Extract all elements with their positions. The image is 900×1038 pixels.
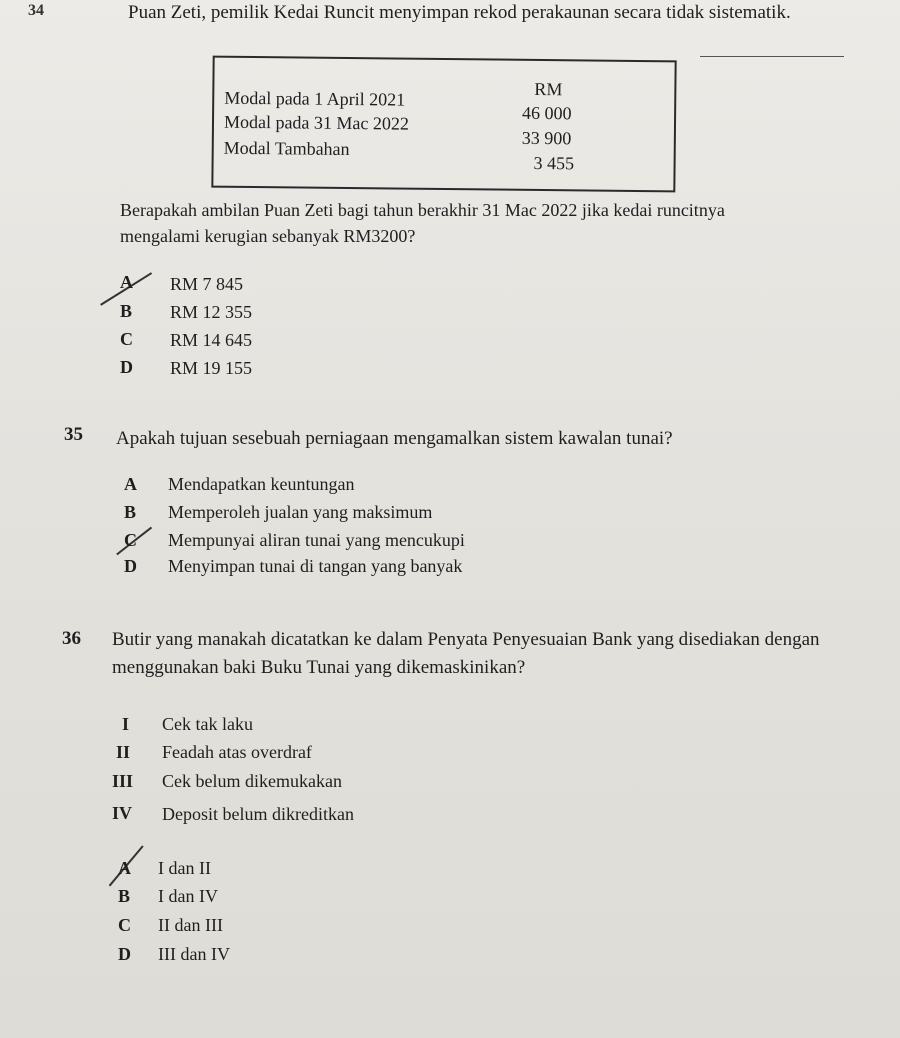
question-34-intro: Puan Zeti, pemilik Kedai Runcit menyimpan rekod perakaunan secara tidak sistematik. bbox=[128, 2, 791, 23]
capital-table bbox=[211, 56, 676, 193]
table-row-label: Modal pada 31 Mac 2022 bbox=[223, 111, 410, 134]
item-numeral: I bbox=[122, 714, 130, 734]
option-letter: D bbox=[120, 357, 133, 377]
table-row-value: 3 455 bbox=[533, 152, 575, 174]
option-letter: B bbox=[120, 301, 133, 321]
currency-header: RM bbox=[534, 78, 563, 100]
option-text: RM 7 845 bbox=[170, 274, 244, 294]
question-35-text: Apakah tujuan sesebuah perniagaan mengamalkan sistem kawalan tunai? bbox=[116, 428, 673, 449]
option-letter: D bbox=[124, 556, 137, 576]
option-letter: A bbox=[120, 272, 133, 292]
option-text: I dan II bbox=[158, 858, 211, 878]
option-letter: B bbox=[118, 886, 131, 906]
question-34-stem-line1: Berapakah ambilan Puan Zeti bagi tahun berakhir 31 Mac 2022 jika kedai runcitnya bbox=[120, 200, 725, 220]
option-text: III dan IV bbox=[158, 944, 230, 964]
option-text: II dan III bbox=[158, 915, 223, 935]
item-numeral: IV bbox=[112, 803, 133, 823]
item-text: Cek belum dikemukakan bbox=[162, 771, 342, 791]
option-text: Menyimpan tunai di tangan yang banyak bbox=[168, 556, 463, 576]
table-row-label: Modal Tambahan bbox=[223, 137, 350, 160]
question-36-number: 36 bbox=[62, 628, 81, 649]
option-letter: C bbox=[124, 530, 137, 550]
table-row-label: Modal pada 1 April 2021 bbox=[224, 87, 406, 110]
question-35-number: 35 bbox=[64, 424, 83, 445]
question-36-text-line2: menggunakan baki Buku Tunai yang dikemaskinikan? bbox=[112, 657, 526, 678]
question-34-number: 34 bbox=[28, 2, 44, 19]
item-text: Cek tak laku bbox=[162, 714, 253, 734]
question-34-stem-line2: mengalami kerugian sebanyak RM3200? bbox=[120, 226, 416, 246]
item-text: Deposit belum dikreditkan bbox=[162, 804, 354, 824]
item-text: Feadah atas overdraf bbox=[162, 742, 312, 762]
option-text: RM 12 355 bbox=[170, 302, 253, 322]
question-36-text-line1: Butir yang manakah dicatatkan ke dalam Penyata Penyesuaian Bank yang disediakan dengan bbox=[112, 629, 820, 650]
option-text: I dan IV bbox=[158, 886, 218, 906]
table-row-value: 46 000 bbox=[522, 102, 572, 124]
option-letter: A bbox=[118, 858, 131, 878]
option-text: RM 14 645 bbox=[170, 330, 253, 350]
item-numeral: II bbox=[116, 742, 131, 762]
table-row-value: 33 900 bbox=[521, 127, 572, 149]
option-letter: B bbox=[124, 502, 137, 522]
option-letter: C bbox=[118, 915, 131, 935]
intro-underline bbox=[700, 56, 844, 57]
option-text: Mendapatkan keuntungan bbox=[168, 474, 355, 494]
option-text: Mempunyai aliran tunai yang mencukupi bbox=[168, 530, 465, 550]
option-text: Memperoleh jualan yang maksimum bbox=[168, 502, 433, 522]
option-letter: A bbox=[124, 474, 137, 494]
item-numeral: III bbox=[112, 771, 134, 791]
option-letter: C bbox=[120, 329, 133, 349]
option-letter: D bbox=[118, 944, 131, 964]
option-text: RM 19 155 bbox=[170, 358, 253, 378]
